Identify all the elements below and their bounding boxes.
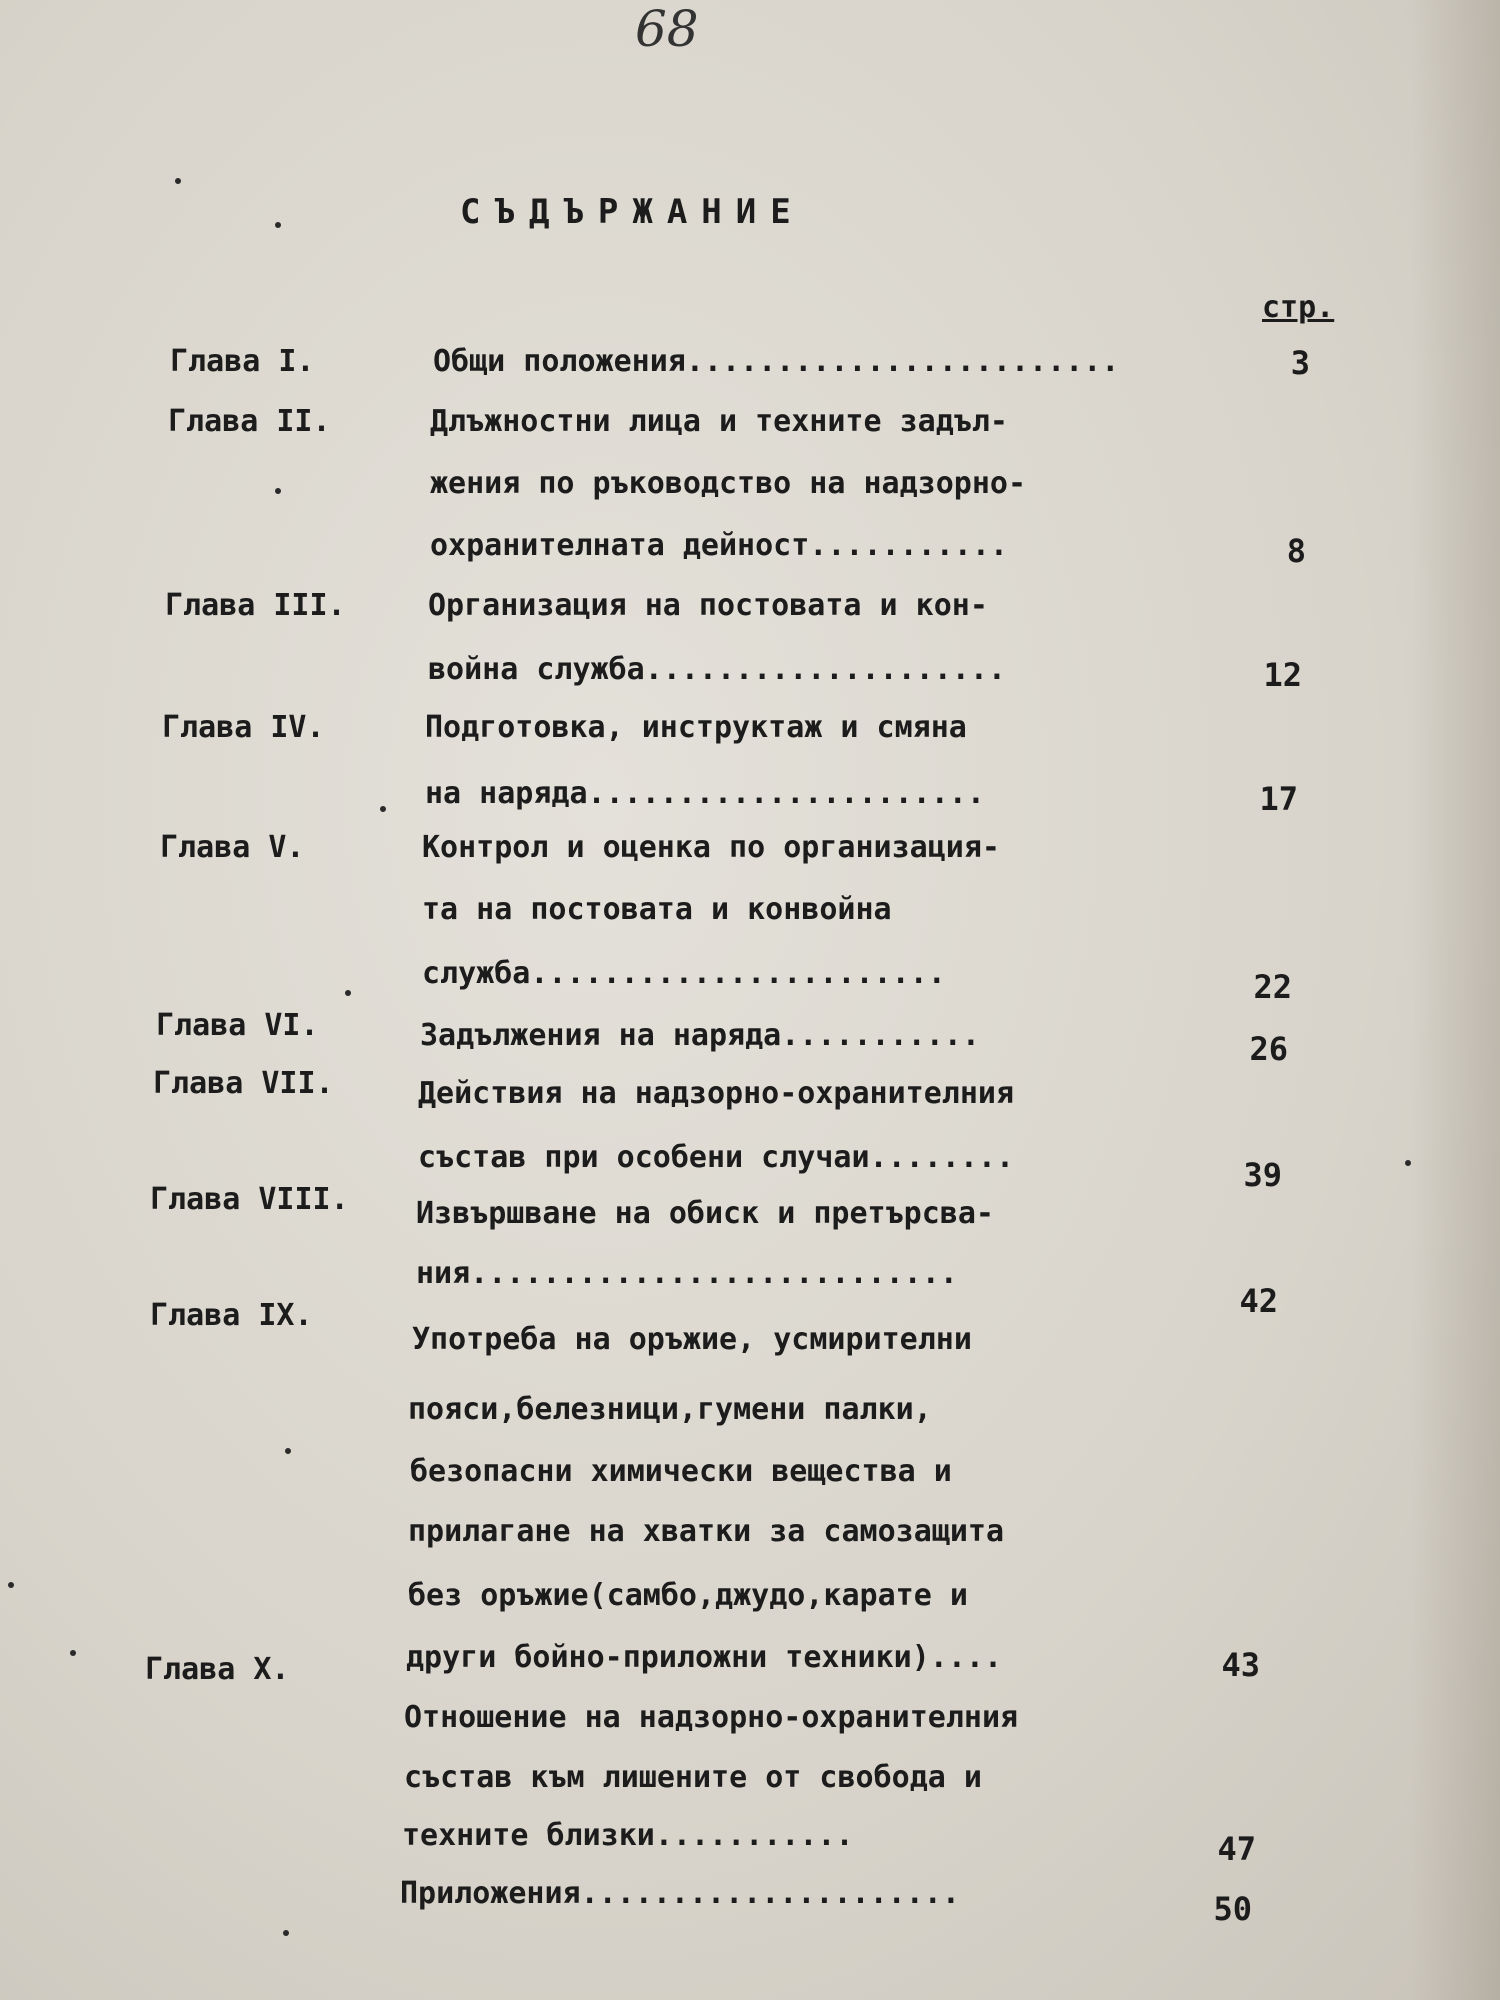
chapter-label: Глава II. [168,404,331,439]
paper-speck [380,806,386,812]
entry-page: 50 [1213,1890,1252,1928]
entry-line: без оръжие(самбо,джудо,карате и [408,1578,968,1613]
page-column-label: стр. [1262,290,1335,325]
entry-line: Общи положения........................ [433,344,1120,379]
entry-line: Действия на надзорно-охранителния [418,1076,1015,1111]
paper-speck [283,1930,289,1936]
paper-speck [175,178,181,184]
entry-line: охранителната дейност........... [430,528,1008,563]
entry-line: състав към лишените от свобода и [404,1760,982,1795]
chapter-label: Глава VI. [156,1008,319,1043]
entry-line: прилагане на хватки за самозащита [408,1514,1005,1549]
chapter-label: Глава IX. [150,1298,313,1333]
entry-page: 26 [1249,1030,1288,1068]
entry-line: Длъжностни лица и техните задъл- [430,404,1008,439]
entry-line: на наряда...................... [425,776,985,811]
chapter-label: Глава V. [160,830,305,865]
entry-line: Организация на постовата и кон- [428,588,988,623]
paper-speck [1405,1160,1411,1166]
entry-line: ния........................... [416,1256,958,1291]
entry-line: техните близки........... [402,1818,854,1853]
paper-speck [275,488,281,494]
entry-line: Приложения..................... [400,1876,960,1911]
entry-line: Употреба на оръжие, усмирителни [412,1322,972,1357]
entry-line: Извършване на обиск и претърсва- [416,1196,994,1231]
entry-line: други бойно-приложни техники).... [406,1640,1003,1675]
entry-page: 8 [1286,532,1306,570]
entry-line: та на постовата и конвойна [422,892,892,927]
chapter-label: Глава I. [170,344,315,379]
entry-page: 22 [1253,968,1292,1006]
entry-line: Контрол и оценка по организация- [422,830,1000,865]
entry-page: 39 [1243,1156,1282,1194]
entry-line: война служба.................... [428,652,1006,687]
entry-page: 17 [1259,780,1298,818]
page-edge-shadow [1410,0,1500,2000]
entry-line: пояси,белезници,гумени палки, [408,1392,932,1427]
entry-page: 43 [1221,1646,1260,1684]
paper-speck [345,990,351,996]
entry-line: Отношение на надзорно-охранителния [404,1700,1019,1735]
chapter-label: Глава VII. [153,1066,334,1101]
paper-speck [8,1582,14,1588]
chapter-label: Глава X. [145,1652,290,1687]
entry-line: Подготовка, инструктаж и смяна [425,710,967,745]
entry-line: служба....................... [422,956,946,991]
paper-speck [285,1448,291,1454]
entry-line: Задължения на наряда........... [420,1018,980,1053]
paper-speck [70,1650,76,1656]
entry-page: 3 [1290,344,1310,382]
entry-line: безопасни химически вещества и [410,1454,952,1489]
handwritten-page-number: 68 [635,0,699,58]
entry-page: 12 [1263,656,1302,694]
entry-line: жения по ръководство на надзорно- [430,466,1027,501]
entry-page: 47 [1217,1830,1256,1868]
chapter-label: Глава VIII. [150,1182,349,1217]
page-title: СЪДЪРЖАНИЕ [460,192,805,232]
paper-speck [275,222,281,228]
chapter-label: Глава IV. [162,710,325,745]
entry-page: 42 [1239,1282,1278,1320]
chapter-label: Глава III. [165,588,346,623]
entry-line: състав при особени случаи........ [418,1140,1015,1175]
